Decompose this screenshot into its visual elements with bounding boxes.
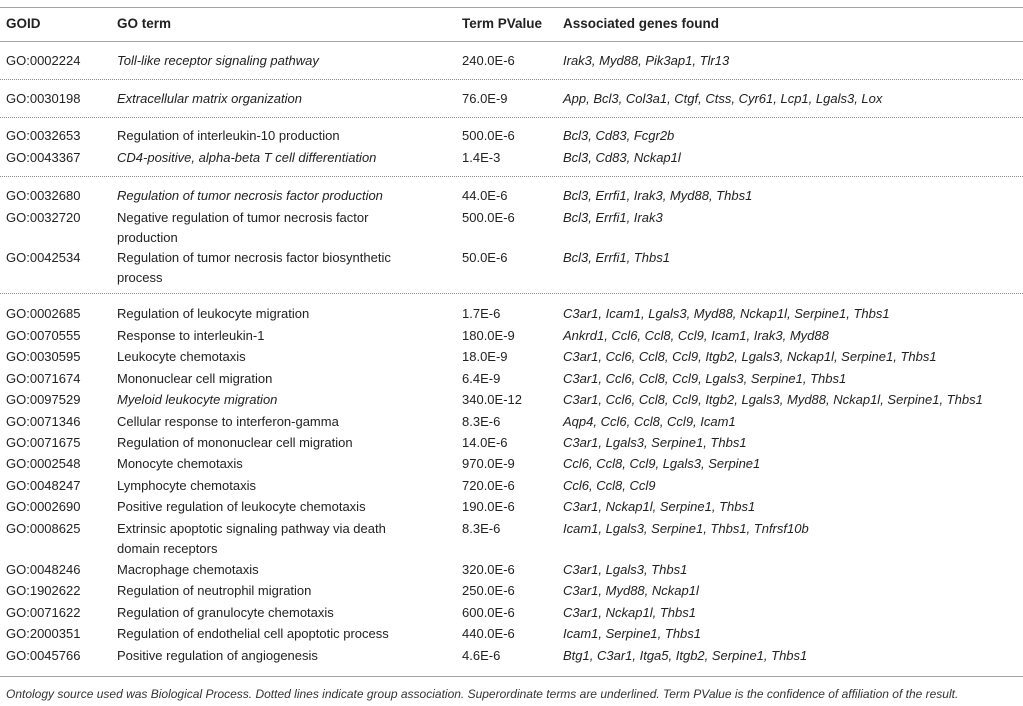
cell-goid: GO:0030595	[6, 349, 81, 364]
cell-term-pvalue: 76.0E-9	[462, 91, 508, 106]
header-associated-genes: Associated genes found	[563, 16, 720, 31]
cell-associated-genes: Bcl3, Cd83, Nckap1l	[563, 150, 681, 165]
cell-goid: GO:0070555	[6, 328, 81, 343]
table-row	[0, 454, 1023, 476]
cell-go-term: Regulation of tumor necrosis factor production	[117, 188, 383, 203]
table-row	[0, 248, 1023, 285]
cell-go-term: Regulation of endothelial cell apoptotic process	[117, 626, 389, 641]
table-row	[0, 497, 1023, 519]
cell-term-pvalue: 44.0E-6	[462, 188, 508, 203]
table-row	[0, 326, 1023, 348]
cell-term-pvalue: 180.0E-9	[462, 328, 515, 343]
cell-associated-genes: Icam1, Lgals3, Serpine1, Thbs1, Tnfrsf10b	[563, 521, 809, 536]
cell-goid: GO:0097529	[6, 392, 81, 407]
cell-associated-genes: Bcl3, Errfi1, Irak3, Myd88, Thbs1	[563, 188, 753, 203]
cell-associated-genes: Ankrd1, Ccl6, Ccl8, Ccl9, Icam1, Irak3, Myd88	[563, 328, 829, 343]
cell-associated-genes: Ccl6, Ccl8, Ccl9	[563, 478, 656, 493]
table-row	[0, 304, 1023, 326]
cell-goid: GO:0042534	[6, 250, 81, 265]
cell-go-term: Regulation of leukocyte migration	[117, 306, 310, 321]
cell-goid: GO:0045766	[6, 648, 81, 663]
cell-term-pvalue: 320.0E-6	[462, 562, 515, 577]
cell-goid: GO:0048247	[6, 478, 81, 493]
cell-go-term: Negative regulation of tumor necrosis factor	[117, 210, 369, 225]
table-row	[0, 519, 1023, 556]
table-row	[0, 624, 1023, 646]
cell-term-pvalue: 440.0E-6	[462, 626, 515, 641]
cell-associated-genes: C3ar1, Ccl6, Ccl8, Ccl9, Itgb2, Lgals3, Myd88, Nckap1l, Serpine1, Thbs1	[563, 392, 983, 407]
cell-associated-genes: Icam1, Serpine1, Thbs1	[563, 626, 702, 641]
cell-go-term: Positive regulation of leukocyte chemotaxis	[117, 499, 366, 514]
cell-go-term: Extrinsic apoptotic signaling pathway via death	[117, 521, 386, 536]
cell-term-pvalue: 240.0E-6	[462, 53, 515, 68]
header-goid: GOID	[6, 16, 41, 31]
cell-associated-genes: Bcl3, Cd83, Fcgr2b	[563, 128, 675, 143]
cell-term-pvalue: 190.0E-6	[462, 499, 515, 514]
table-row	[0, 89, 1023, 111]
cell-goid: GO:0002548	[6, 456, 81, 471]
cell-term-pvalue: 8.3E-6	[462, 521, 501, 536]
cell-associated-genes: Ccl6, Ccl8, Ccl9, Lgals3, Serpine1	[563, 456, 761, 471]
table-row	[0, 646, 1023, 668]
cell-term-pvalue: 500.0E-6	[462, 128, 515, 143]
cell-term-pvalue: 1.4E-3	[462, 150, 501, 165]
cell-go-term-continued: domain receptors	[117, 541, 218, 556]
table-footnote: Ontology source used was Biological Process. Dotted lines indicate group association. Superordinate terms are underlined. Term PValue is the confidence of affiliation of the result.	[6, 687, 959, 701]
cell-term-pvalue: 250.0E-6	[462, 583, 515, 598]
cell-go-term: Leukocyte chemotaxis	[117, 349, 246, 364]
cell-term-pvalue: 14.0E-6	[462, 435, 508, 450]
table-row	[0, 603, 1023, 625]
cell-goid: GO:0030198	[6, 91, 81, 106]
cell-go-term: Regulation of neutrophil migration	[117, 583, 312, 598]
cell-associated-genes: Aqp4, Ccl6, Ccl8, Ccl9, Icam1	[563, 414, 736, 429]
cell-goid: GO:0032653	[6, 128, 81, 143]
cell-go-term-continued: process	[117, 270, 163, 285]
header-go-term: GO term	[117, 16, 172, 31]
cell-goid: GO:0002690	[6, 499, 81, 514]
group-separator	[0, 176, 1023, 177]
cell-term-pvalue: 720.0E-6	[462, 478, 515, 493]
cell-associated-genes: Btg1, C3ar1, Itga5, Itgb2, Serpine1, Thbs1	[563, 648, 808, 663]
table-row	[0, 433, 1023, 455]
table-row	[0, 560, 1023, 582]
cell-term-pvalue: 6.4E-9	[462, 371, 501, 386]
cell-associated-genes: C3ar1, Lgals3, Thbs1	[563, 562, 688, 577]
cell-associated-genes: C3ar1, Nckap1l, Thbs1	[563, 605, 696, 620]
group-separator	[0, 79, 1023, 80]
table-row	[0, 186, 1023, 208]
cell-associated-genes: C3ar1, Icam1, Lgals3, Myd88, Nckap1l, Serpine1, Thbs1	[563, 306, 890, 321]
table-row	[0, 390, 1023, 412]
table-row	[0, 476, 1023, 498]
cell-goid: GO:0071622	[6, 605, 81, 620]
cell-go-term: Mononuclear cell migration	[117, 371, 273, 386]
cell-associated-genes: C3ar1, Lgals3, Serpine1, Thbs1	[563, 435, 747, 450]
cell-goid: GO:2000351	[6, 626, 81, 641]
cell-go-term: Macrophage chemotaxis	[117, 562, 259, 577]
cell-go-term: Response to interleukin-1	[117, 328, 265, 343]
cell-goid: GO:0008625	[6, 521, 81, 536]
cell-associated-genes: C3ar1, Nckap1l, Serpine1, Thbs1	[563, 499, 756, 514]
cell-go-term-continued: production	[117, 230, 178, 245]
cell-go-term: Myeloid leukocyte migration	[117, 392, 278, 407]
cell-goid: GO:0002224	[6, 53, 81, 68]
table-row	[0, 51, 1023, 73]
cell-term-pvalue: 50.0E-6	[462, 250, 508, 265]
cell-associated-genes: Bcl3, Errfi1, Thbs1	[563, 250, 670, 265]
table-row	[0, 126, 1023, 148]
cell-term-pvalue: 18.0E-9	[462, 349, 508, 364]
cell-go-term: CD4-positive, alpha-beta T cell differentiation	[117, 150, 377, 165]
table-row	[0, 208, 1023, 245]
table-header	[0, 0, 1023, 44]
cell-go-term: Regulation of mononuclear cell migration	[117, 435, 353, 450]
cell-term-pvalue: 1.7E-6	[462, 306, 501, 321]
cell-associated-genes: C3ar1, Ccl6, Ccl8, Ccl9, Itgb2, Lgals3, Nckap1l, Serpine1, Thbs1	[563, 349, 937, 364]
cell-term-pvalue: 500.0E-6	[462, 210, 515, 225]
cell-term-pvalue: 340.0E-12	[462, 392, 522, 407]
cell-go-term: Toll-like receptor signaling pathway	[117, 53, 319, 68]
group-separator	[0, 117, 1023, 118]
cell-term-pvalue: 600.0E-6	[462, 605, 515, 620]
cell-go-term: Positive regulation of angiogenesis	[117, 648, 318, 663]
header-bottom-rule	[0, 41, 1023, 42]
table-row	[0, 148, 1023, 170]
table-row	[0, 412, 1023, 434]
cell-go-term: Cellular response to interferon-gamma	[117, 414, 339, 429]
cell-goid: GO:0071346	[6, 414, 81, 429]
cell-goid: GO:0002685	[6, 306, 81, 321]
table-bottom-rule	[0, 676, 1023, 677]
table-row	[0, 347, 1023, 369]
cell-go-term: Regulation of tumor necrosis factor biosynthetic	[117, 250, 391, 265]
cell-goid: GO:0043367	[6, 150, 81, 165]
cell-associated-genes: Irak3, Myd88, Pik3ap1, Tlr13	[563, 53, 730, 68]
cell-go-term: Lymphocyte chemotaxis	[117, 478, 256, 493]
cell-term-pvalue: 970.0E-9	[462, 456, 515, 471]
cell-go-term: Monocyte chemotaxis	[117, 456, 243, 471]
group-separator	[0, 293, 1023, 294]
table-row	[0, 369, 1023, 391]
table-row	[0, 581, 1023, 603]
cell-goid: GO:0071675	[6, 435, 81, 450]
cell-associated-genes: Bcl3, Errfi1, Irak3	[563, 210, 663, 225]
header-term-pvalue: Term PValue	[462, 16, 543, 31]
cell-go-term: Regulation of interleukin-10 production	[117, 128, 340, 143]
cell-associated-genes: C3ar1, Ccl6, Ccl8, Ccl9, Lgals3, Serpine1, Thbs1	[563, 371, 847, 386]
cell-term-pvalue: 4.6E-6	[462, 648, 501, 663]
cell-term-pvalue: 8.3E-6	[462, 414, 501, 429]
cell-go-term: Extracellular matrix organization	[117, 91, 302, 106]
cell-goid: GO:0048246	[6, 562, 81, 577]
cell-goid: GO:0032720	[6, 210, 81, 225]
cell-goid: GO:0032680	[6, 188, 81, 203]
cell-associated-genes: App, Bcl3, Col3a1, Ctgf, Ctss, Cyr61, Lcp1, Lgals3, Lox	[563, 91, 883, 106]
cell-go-term: Regulation of granulocyte chemotaxis	[117, 605, 334, 620]
cell-goid: GO:1902622	[6, 583, 81, 598]
cell-goid: GO:0071674	[6, 371, 81, 386]
cell-associated-genes: C3ar1, Myd88, Nckap1l	[563, 583, 699, 598]
